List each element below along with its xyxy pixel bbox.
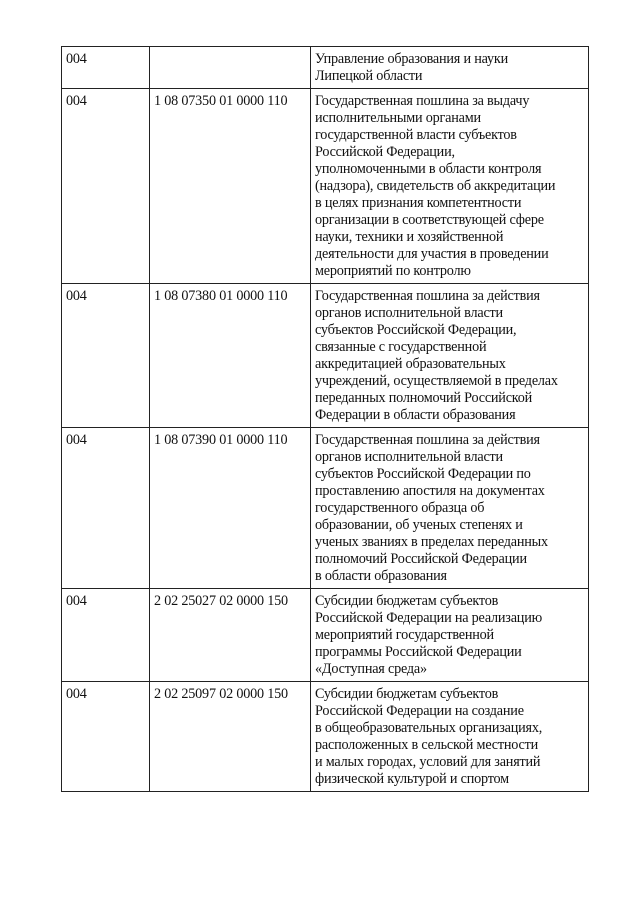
description-line: Федерации в области образования xyxy=(315,407,516,423)
description-line: исполнительными органами xyxy=(315,110,481,126)
budget-code-cell: 2 02 25027 02 0000 150 xyxy=(150,589,311,682)
description-line: Управление образования и науки xyxy=(315,51,508,67)
budget-code-cell: 2 02 25097 02 0000 150 xyxy=(150,682,311,792)
admin-code-cell: 004 xyxy=(62,682,150,792)
description-cell xyxy=(311,428,589,589)
description-line: органов исполнительной власти xyxy=(315,449,503,465)
description-line: переданных полномочий Российской xyxy=(315,390,533,406)
admin-code-cell: 004 xyxy=(62,589,150,682)
table-row xyxy=(62,589,589,682)
description-line: Липецкой области xyxy=(315,68,423,84)
description-line: субъектов Российской Федерации по xyxy=(315,466,531,482)
description-cell xyxy=(311,589,589,682)
description-line: (надзора), свидетельств об аккредитации xyxy=(315,178,556,194)
table-row xyxy=(62,284,589,428)
description-cell xyxy=(311,89,589,284)
description-line: организации в соответствующей сфере xyxy=(315,212,544,228)
description-line: расположенных в сельской местности xyxy=(315,737,538,753)
description-line: деятельности для участия в проведении xyxy=(315,246,549,262)
description-line: полномочий Российской Федерации xyxy=(315,551,527,567)
description-line: субъектов Российской Федерации, xyxy=(315,322,517,338)
admin-code-cell: 004 xyxy=(62,428,150,589)
budget-codes-table xyxy=(61,46,589,792)
description-line: государственной власти субъектов xyxy=(315,127,517,143)
description-line: в области образования xyxy=(315,568,447,584)
table-row xyxy=(62,682,589,792)
description-line: аккредитацией образовательных xyxy=(315,356,506,372)
description-line: Государственная пошлина за действия xyxy=(315,288,540,304)
description-line: и малых городах, условий для занятий xyxy=(315,754,541,770)
description-line: Российской Федерации на реализацию xyxy=(315,610,542,626)
description-line: «Доступная среда» xyxy=(315,661,427,677)
budget-code-cell xyxy=(150,47,311,89)
description-line: учреждений, осуществляемой в пределах xyxy=(315,373,558,389)
description-line: программы Российской Федерации xyxy=(315,644,522,660)
description-line: в целях признания компетентности xyxy=(315,195,522,211)
budget-code-cell: 1 08 07350 01 0000 110 xyxy=(150,89,311,284)
description-line: образовании, об ученых степенях и xyxy=(315,517,523,533)
description-line: Субсидии бюджетам субъектов xyxy=(315,593,499,609)
table-row xyxy=(62,428,589,589)
description-line: в общеобразовательных организациях, xyxy=(315,720,543,736)
admin-code-cell: 004 xyxy=(62,47,150,89)
description-line: проставлению апостиля на документах xyxy=(315,483,545,499)
description-line: Государственная пошлина за выдачу xyxy=(315,93,530,109)
description-cell xyxy=(311,682,589,792)
description-line: уполномоченными в области контроля xyxy=(315,161,542,177)
description-line: Российской Федерации, xyxy=(315,144,455,160)
description-line: мероприятий по контролю xyxy=(315,263,471,279)
description-line: связанные с государственной xyxy=(315,339,487,355)
description-line: мероприятий государственной xyxy=(315,627,494,643)
admin-code-cell: 004 xyxy=(62,89,150,284)
description-line: Субсидии бюджетам субъектов xyxy=(315,686,499,702)
description-line: Государственная пошлина за действия xyxy=(315,432,540,448)
budget-code-cell: 1 08 07380 01 0000 110 xyxy=(150,284,311,428)
description-cell xyxy=(311,47,589,89)
table-row xyxy=(62,47,589,89)
budget-code-cell: 1 08 07390 01 0000 110 xyxy=(150,428,311,589)
admin-code-cell: 004 xyxy=(62,284,150,428)
description-line: ученых званиях в пределах переданных xyxy=(315,534,548,550)
description-line: науки, техники и хозяйственной xyxy=(315,229,504,245)
description-line: Российской Федерации на создание xyxy=(315,703,524,719)
description-line: физической культурой и спортом xyxy=(315,771,509,787)
description-line: органов исполнительной власти xyxy=(315,305,503,321)
table-row xyxy=(62,89,589,284)
description-line: государственного образца об xyxy=(315,500,485,516)
description-cell xyxy=(311,284,589,428)
